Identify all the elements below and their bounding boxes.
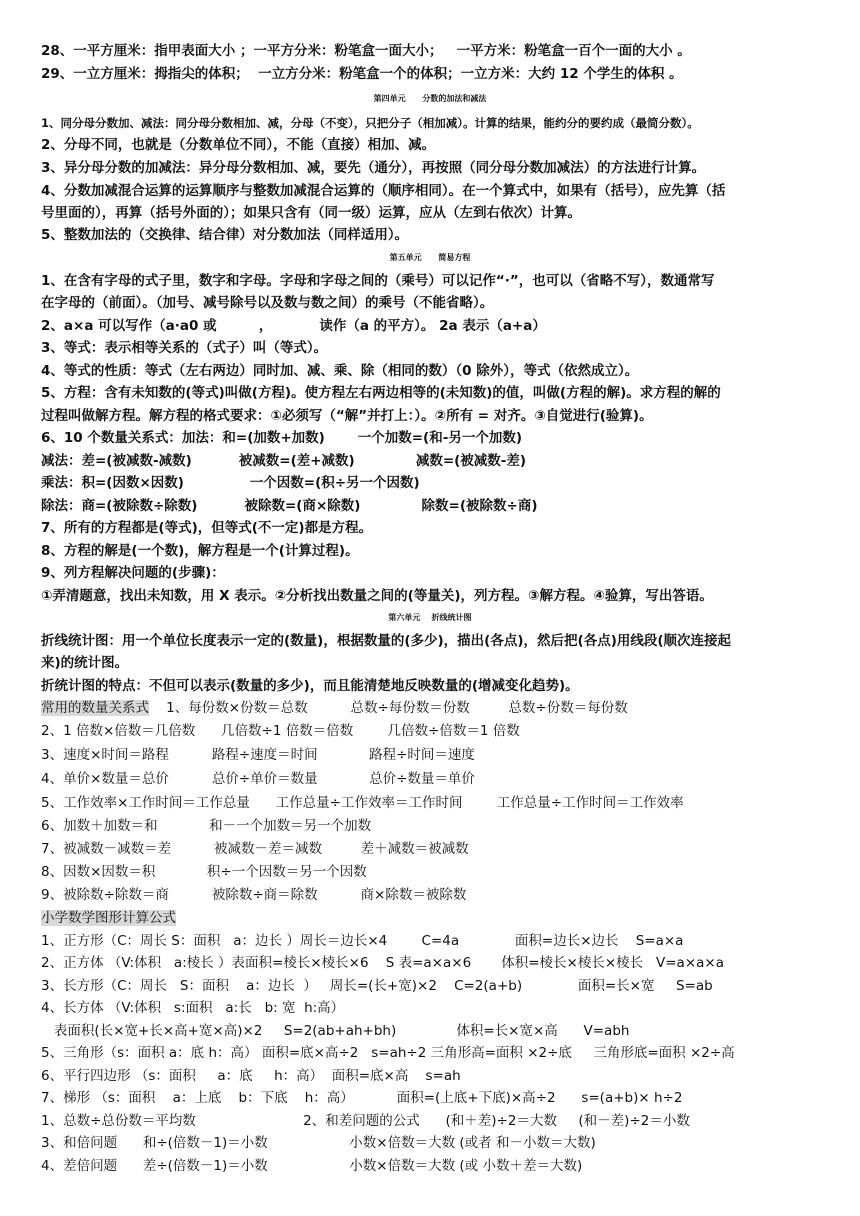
unit5-item-4: 4、等式的性质：等式（左右两边）同时加、减、乘、除（相同的数）（0 除外），等式（依然成立）。 [41,363,639,379]
relation-row-6: 6、加数＋加数＝和 和－一个加数＝另一个加数 [41,818,372,834]
geometry-formulas-label: 小学数学图形计算公式 [41,910,176,926]
text-line-29: 29、一立方厘米：拇指尖的体积； 一立方分米：粉笔盒一个的体积；一立方米：大约 12 个学生的体积 。 [41,66,683,82]
rectangle-formula: 3、长方形（C：周长 S：面积 a：边长 ） 周长=(长+宽)×2 C=2(a+b) 面积=长×宽 S=ab [41,978,713,994]
unit5-steps: ①弄清题意，找出未知数，用 X 表示。②分析找出数量之间的(等量关)，列方程。③解方程。④验算，写出答语。 [41,588,713,604]
subtraction-relations: 减法：差=(被减数-减数) 被减数=(差+减数) 减数=(被减数-差) [41,453,527,469]
unit5-item-8: 8、方程的解是(一个数)，解方程是一个(计算过程)。 [41,543,359,559]
parallelogram-formula: 6、平行四边形 （s：面积 a：底 h：高） 面积=底×高 s=ah [41,1068,461,1084]
triangle-formula: 5、三角形（s：面积 a：底 h：高） 面积=底×高÷2 s=ah÷2 三角形高=面积 ×2÷底 三角形底=面积 ×2÷高 [41,1045,735,1061]
cuboid-formula-b: 表面积(长×宽+长×高+宽×高)×2 S=2(ab+ah+bh) 体积=长×宽×高 V=abh [41,1023,630,1039]
line-chart-def-b: 来)的统计图。 [41,655,129,671]
unit4-item-4b: 号里面的），再算（括号外面的）；如果只含有（同一级）运算，应从（左到右依次）计算。 [41,205,581,221]
text-line-28: 28、一平方厘米：指甲表面大小 ；一平方分米：粉笔盒一面大小； 一平方米：粉笔盒一百个一面的大小 。 [41,43,691,59]
diff-multiple-problem: 4、差倍问题 差÷(倍数－1)＝小数 小数×倍数＝大数 (或 小数＋差＝大数) [41,1158,583,1174]
line-chart-features: 折统计图的特点：不但可以表示(数量的多少)，而且能清楚地反映数量的(增减变化趋势)。 [41,678,579,694]
unit4-item-4a: 4、分数加减混合运算的运算顺序与整数加减混合运算的（顺序相同）。在一个算式中，如果有（括号），应先算（括 [41,183,726,199]
relation-row-2: 2、1 倍数×倍数＝几倍数 几倍数÷1 倍数＝倍数 几倍数÷倍数＝1 倍数 [41,723,520,739]
relation-row-7: 7、被减数－减数＝差 被减数－差＝减数 差＋减数＝被减数 [41,841,469,857]
unit4-item-2: 2、分母不同，也就是（分数单位不同），不能（直接）相加、减。 [41,137,436,153]
unit5-item-3: 3、等式：表示相等关系的（式子）叫（等式）。 [41,340,328,356]
relation-row-3: 3、速度×时间＝路程 路程÷速度＝时间 路程÷时间＝速度 [41,747,475,763]
unit5-item-1b: 在字母的（前面）。（加号、减号除号以及数与数之间）的乘号（不能省略）。 [41,295,494,311]
relation-row-1 [41,697,628,719]
line-chart-def-a: 折线统计图：用一个单位长度表示一定的(数量)，根据数量的(多少)，描出(各点)，然后把(各点)用线段(顺次连接起 [41,633,732,649]
unit5-item-2: 2、a×a 可以写作（a·a0 或 ， 读作（a 的平方）。 2a 表示（a+a） [41,318,546,334]
geometry-formulas-heading [41,907,176,929]
relation-row-1-text: 1、每份数×份数＝总数 总数÷每份数＝份数 总数÷份数＝每份数 [166,700,628,716]
multiplication-relations: 乘法：积=(因数×因数) 一个因数=(积÷另一个因数) [41,475,420,491]
average-and-sum-diff: 1、总数÷总份数＝平均数 2、和差问题的公式 (和＋差)÷2＝大数 (和－差)÷2＝小数 [41,1113,690,1129]
unit5-item-5a: 5、方程：含有未知数的(等式)叫做(方程)。使方程左右两边相等的(未知数)的值，叫做(方程的解)。求方程的解的 [41,385,721,401]
unit-6-heading: 第六单元 折线统计图 [388,613,472,622]
unit5-item-5b: 过程叫做解方程。解方程的格式要求：①必须写（“解”并打上：）。②所有 = 对齐。③自觉进行(验算)。 [41,408,653,424]
relation-row-8: 8、因数×因数＝积 积÷一个因数＝另一个因数 [41,864,367,880]
common-relations-label: 常用的数量关系式 [41,700,149,716]
relation-row-4: 4、单价×数量＝总价 总价÷单价＝数量 总价÷数量＝单价 [41,771,475,787]
relation-row-5: 5、工作效率×工作时间＝工作总量 工作总量÷工作效率＝工作时间 工作总量÷工作时间＝工作效率 [41,795,684,811]
unit4-item-5: 5、整数加法的（交换律、结合律）对分数加法（同样适用）。 [41,227,409,243]
unit5-item-7: 7、所有的方程都是(等式)，但等式(不一定)都是方程。 [41,520,373,536]
unit4-item-1: 1、同分母分数加、减法：同分母分数相加、减，分母（不变），只把分子（相加减）。计算的结果，能约分的要约成（最简分数）。 [41,116,699,130]
division-relations: 除法：商=(被除数÷除数) 被除数=(商×除数) 除数=(被除数÷商) [41,498,538,514]
unit-4-heading: 第四单元 分数的加法和减法 [373,94,487,103]
square-formula: 1、正方形（C：周长 S：面积 a：边长 ）周长＝边长×4 C=4a 面积=边长×边长 S=a×a [41,933,684,949]
cuboid-formula-a: 4、长方体 （V:体积 s:面积 a:长 b: 宽 h:高） [41,1000,345,1016]
unit5-item-6: 6、10 个数量关系式：加法：和=(加数+加数) 一个加数=(和-另一个加数) [41,430,522,446]
sum-multiple-problem: 3、和倍问题 和÷(倍数－1)＝小数 小数×倍数＝大数 (或者 和－小数＝大数) [41,1135,596,1151]
trapezoid-formula: 7、梯形 （s：面积 a：上底 b：下底 h：高） 面积=(上底+下底)×高÷2 s=(a+b)× h÷2 [41,1090,683,1106]
unit4-item-3: 3、异分母分数的加减法：异分母分数相加、减，要先（通分），再按照（同分母分数加减法）的方法进行计算。 [41,160,706,176]
unit5-item-9: 9、列方程解决问题的(步骤)： [41,565,225,581]
unit-5-heading: 第五单元 简易方程 [389,253,471,262]
relation-row-9: 9、被除数÷除数＝商 被除数÷商＝除数 商×除数＝被除数 [41,887,467,903]
cube-formula: 2、正方体 （V:体积 a:棱长 ）表面积=棱长×棱长×6 S 表=a×a×6 体积=棱长×棱长×棱长 V=a×a×a [41,955,725,971]
unit5-item-1a: 1、在含有字母的式子里，数字和字母。字母和字母之间的（乘号）可以记作“·”，也可以（省略不写），数通常写 [41,273,715,289]
